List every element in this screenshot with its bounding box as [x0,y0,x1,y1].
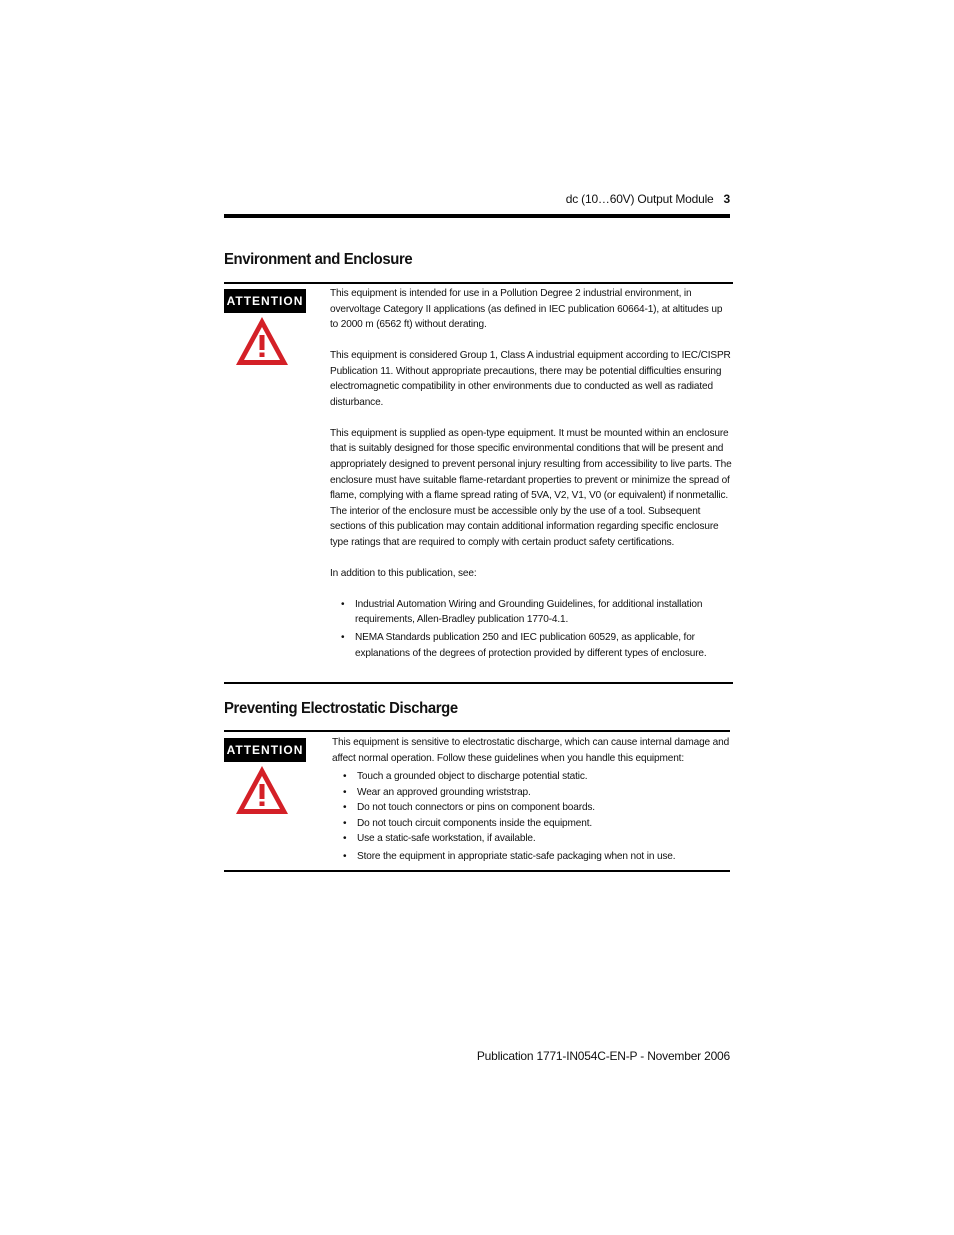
attention-box-top-rule [224,730,730,732]
attention-badge: ATTENTION [224,738,306,762]
paragraph: This equipment is supplied as open-type equipment. It must be mounted within an enclosure that is suitably designed for those specific environmental conditions that will be present and appropriately designed to prevent personal injury resulting from accessibility to live parts. The enclosure must have suitable flame-retardant properties to prevent or minimize the spread of flame, complying with a flame spread rating of 5VA, V2, V1, V0 (or equivalent) if nonmetallic. The interior of the enclosure must be accessible only by the use of a tool. Subsequent sections of this publication may contain additional information regarding specific enclosure type ratings that are required to comply with certain product safety certifications. [330,427,732,548]
esd-attention-text [332,735,732,864]
list-item: • Wear an approved grounding wriststrap. [332,785,732,801]
reference-list [330,597,733,661]
page-number: 3 [723,192,730,206]
attention-badge: ATTENTION [224,289,306,313]
module-title: dc (10…60V) Output Module [565,192,714,206]
list-item: • Do not touch circuit components inside the equipment. [332,816,732,832]
paragraph: This equipment is intended for use in a Pollution Degree 2 industrial environment, in overvoltage Category II applications (as defined in IEC publication 60664-1), at altitudes up to 2000 m (6562 ft) without derating. [330,288,723,331]
warning-triangle-icon [234,764,290,816]
environment-attention-text [330,286,733,661]
attention-box-top-rule [224,282,733,284]
paragraph: In addition to this publication, see: [330,567,477,579]
publication-footer: Publication 1771-IN054C-EN-P - November 2006 [476,1049,730,1063]
list-item: • Do not touch connectors or pins on component boards. [332,800,732,816]
list-item: • Store the equipment in appropriate static-safe packaging when not in use. [332,849,732,865]
list-item: • Use a static-safe workstation, if available. [332,831,732,847]
section-title-esd: Preventing Electrostatic Discharge [224,700,458,717]
header-rule [224,214,730,218]
list-item: • Industrial Automation Wiring and Grounding Guidelines, for additional installation requirements, Allen-Bradley publication 1770-4.1. [330,597,733,628]
warning-triangle-icon [234,315,290,367]
attention-box-bottom-rule [224,682,733,684]
list-item: • Touch a grounded object to discharge potential static. [332,769,732,785]
section-title-environment: Environment and Enclosure [224,251,413,268]
attention-box-bottom-rule [224,870,730,872]
paragraph: This equipment is considered Group 1, Class A industrial equipment according to IEC/CISPR Publication 11. Without appropriate precautions, there may be potential difficulties ensuring electromagnetic compatibility in other environments due to conducted as well as radiated disturbance. [330,350,731,408]
list-item: • NEMA Standards publication 250 and IEC publication 60529, as applicable, for explanations of the degrees of protection provided by different types of enclosure. [330,630,733,661]
guideline-list [332,769,732,864]
running-header [224,192,730,206]
paragraph: This equipment is sensitive to electrostatic discharge, which can cause internal damage and affect normal operation. Follow these guidelines when you handle this equipment: [332,737,730,764]
